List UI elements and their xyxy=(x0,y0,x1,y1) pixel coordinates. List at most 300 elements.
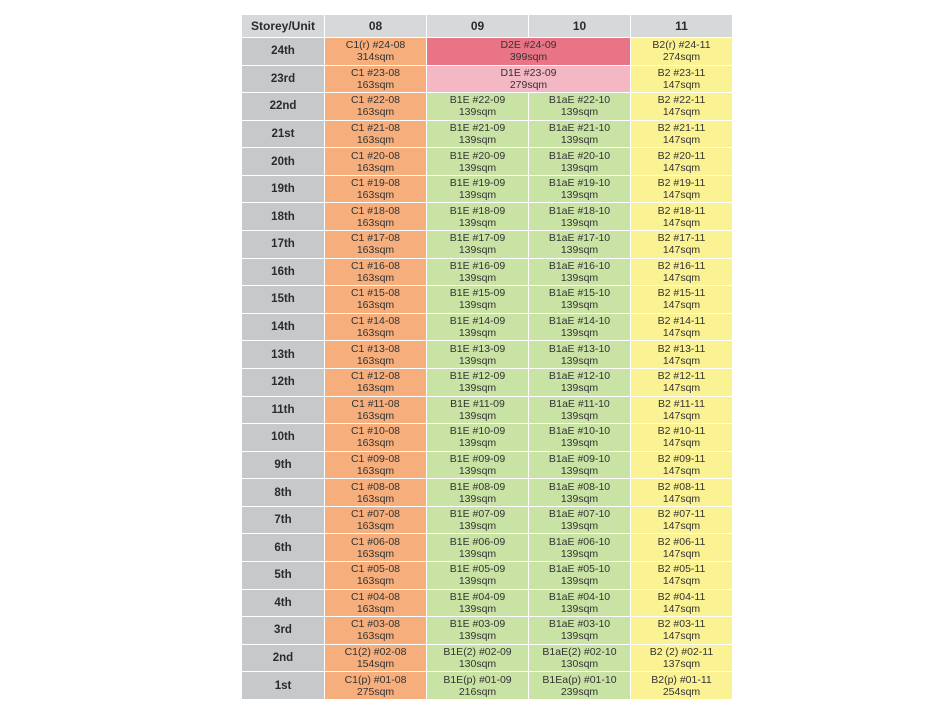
unit-area: 147sqm xyxy=(662,161,701,174)
unit-cell-11 xyxy=(631,175,733,203)
unit-cell-09 xyxy=(427,313,529,341)
unit-code: D2E #24-09 xyxy=(500,39,557,52)
unit-cell-09 xyxy=(427,396,529,424)
unit-area: 139sqm xyxy=(458,327,497,340)
unit-cell-10 xyxy=(529,148,631,176)
storey-row xyxy=(242,175,733,203)
unit-code: B2 #15-11 xyxy=(657,287,706,300)
unit-code: B1E #15-09 xyxy=(449,287,506,300)
unit-code: B1E #17-09 xyxy=(449,232,506,245)
storey-row xyxy=(242,506,733,534)
storey-row xyxy=(242,313,733,341)
unit-code: B1E #07-09 xyxy=(449,508,506,521)
unit-cell-10 xyxy=(529,589,631,617)
unit-code: B1aE(2) #02-10 xyxy=(542,646,617,658)
unit-code: C1 #08-08 xyxy=(350,480,401,493)
unit-area: 163sqm xyxy=(356,382,395,395)
unit-area: 147sqm xyxy=(662,437,701,450)
unit-cell-10 xyxy=(529,479,631,507)
storey-row xyxy=(242,672,733,700)
unit-area: 139sqm xyxy=(560,602,599,615)
unit-code: C1 #10-08 xyxy=(350,425,401,438)
unit-cell-08 xyxy=(325,506,427,534)
unit-code: B1E #18-09 xyxy=(449,204,506,217)
unit-cell-09 xyxy=(427,534,529,562)
unit-cell-10 xyxy=(529,451,631,479)
unit-area: 139sqm xyxy=(458,602,497,615)
unit-area: 163sqm xyxy=(356,216,395,229)
unit-cell-10 xyxy=(529,120,631,148)
unit-cell-08 xyxy=(325,258,427,286)
unit-area: 147sqm xyxy=(662,216,701,229)
unit-area: 139sqm xyxy=(458,492,497,505)
unit-area: 147sqm xyxy=(662,327,701,340)
unit-code: B1E #19-09 xyxy=(449,177,506,190)
unit-code: B1E #10-09 xyxy=(449,425,506,438)
unit-cell-09 xyxy=(427,561,529,589)
unit-cell-11 xyxy=(631,286,733,314)
unit-code: B1aE #10-10 xyxy=(548,425,611,438)
unit-area: 163sqm xyxy=(356,354,395,367)
storey-label: 21st xyxy=(242,120,325,148)
unit-area: 139sqm xyxy=(458,216,497,229)
unit-area: 139sqm xyxy=(560,382,599,395)
unit-cell-10 xyxy=(529,672,631,700)
unit-area: 139sqm xyxy=(560,216,599,229)
unit-cell-09 xyxy=(427,286,529,314)
unit-cell-08 xyxy=(325,203,427,231)
unit-area: 139sqm xyxy=(560,520,599,533)
unit-cell-08 xyxy=(325,644,427,672)
storey-row xyxy=(242,65,733,93)
unit-code: B1aE #09-10 xyxy=(548,452,611,465)
unit-cell-10 xyxy=(529,313,631,341)
unit-area: 163sqm xyxy=(356,492,395,505)
unit-code: D1E #23-09 xyxy=(500,66,557,79)
storey-row xyxy=(242,561,733,589)
unit-code: C1 #16-08 xyxy=(350,259,401,272)
unit-cell-11 xyxy=(631,65,733,93)
unit-cell-10 xyxy=(529,93,631,121)
unit-cell-11 xyxy=(631,534,733,562)
unit-code: B1E #14-09 xyxy=(449,315,506,328)
storey-label: 15th xyxy=(242,286,325,314)
unit-code: B2 #07-11 xyxy=(657,508,706,521)
unit-cell-08 xyxy=(325,396,427,424)
unit-cell-11 xyxy=(631,148,733,176)
unit-code: B1aE #21-10 xyxy=(548,122,611,135)
unit-area: 139sqm xyxy=(458,244,497,257)
unit-area: 163sqm xyxy=(356,464,395,477)
unit-code: C1 #15-08 xyxy=(350,287,401,300)
storey-row xyxy=(242,644,733,672)
unit-code: B1aE #12-10 xyxy=(548,370,611,383)
unit-cell-09 xyxy=(427,258,529,286)
storey-row xyxy=(242,258,733,286)
unit-cell-11 xyxy=(631,424,733,452)
unit-cell-08 xyxy=(325,479,427,507)
unit-code: B2 (2) #02-11 xyxy=(649,646,714,658)
unit-cell-09 xyxy=(427,368,529,396)
table-body xyxy=(242,38,733,700)
storey-row xyxy=(242,368,733,396)
unit-code: B1E #20-09 xyxy=(449,149,506,162)
unit-cell-10 xyxy=(529,617,631,645)
unit-cell-10 xyxy=(529,561,631,589)
storey-label: 8th xyxy=(242,479,325,507)
unit-area: 163sqm xyxy=(356,299,395,312)
unit-cell-11 xyxy=(631,506,733,534)
header-row xyxy=(242,15,733,38)
storey-row xyxy=(242,148,733,176)
unit-code: C1(r) #24-08 xyxy=(345,39,406,52)
unit-cell-09 xyxy=(427,451,529,479)
unit-cell-09 xyxy=(427,120,529,148)
storey-label: 1st xyxy=(242,672,325,700)
unit-area: 163sqm xyxy=(356,244,395,257)
unit-area: 130sqm xyxy=(560,658,599,670)
unit-code: B1E #09-09 xyxy=(449,452,506,465)
unit-code: C1 #17-08 xyxy=(350,232,401,245)
unit-area: 139sqm xyxy=(458,161,497,174)
unit-cell-11 xyxy=(631,231,733,259)
unit-area: 147sqm xyxy=(662,409,701,422)
unit-cell-10 xyxy=(529,368,631,396)
unit-code: B1Ea(p) #01-10 xyxy=(542,673,617,686)
unit-code: B1E #05-09 xyxy=(449,563,506,576)
unit-area: 163sqm xyxy=(356,547,395,560)
unit-code: C1(p) #01-08 xyxy=(344,673,407,686)
unit-cell-09 xyxy=(427,341,529,369)
unit-code: B2 #12-11 xyxy=(657,370,706,383)
unit-code: B1E(p) #01-09 xyxy=(443,673,512,686)
unit-code: C1 #18-08 xyxy=(350,204,401,217)
unit-cell-11 xyxy=(631,38,733,66)
unit-cell-09 xyxy=(427,589,529,617)
header-storey-unit: Storey/Unit xyxy=(242,15,325,38)
unit-area: 139sqm xyxy=(458,630,497,643)
unit-area: 154sqm xyxy=(356,658,395,670)
unit-code: C1 #23-08 xyxy=(350,66,401,79)
unit-cell-08 xyxy=(325,341,427,369)
unit-code: B1E(2) #02-09 xyxy=(443,646,512,658)
unit-code: C1 #09-08 xyxy=(350,452,401,465)
unit-code: C1 #11-08 xyxy=(351,397,400,410)
storey-row xyxy=(242,396,733,424)
unit-cell-08 xyxy=(325,93,427,121)
unit-code: C1 #19-08 xyxy=(350,177,401,190)
unit-cell-09 xyxy=(427,424,529,452)
unit-area: 147sqm xyxy=(662,520,701,533)
storey-label: 7th xyxy=(242,506,325,534)
unit-code: B1aE #05-10 xyxy=(548,563,611,576)
unit-code: C1 #07-08 xyxy=(350,508,401,521)
unit-area: 139sqm xyxy=(458,547,497,560)
unit-code: B1aE #06-10 xyxy=(548,535,611,548)
unit-area: 139sqm xyxy=(458,464,497,477)
storey-row xyxy=(242,617,733,645)
unit-cell-11 xyxy=(631,258,733,286)
unit-area: 314sqm xyxy=(356,51,395,64)
unit-area: 239sqm xyxy=(560,685,599,698)
unit-area: 163sqm xyxy=(356,327,395,340)
unit-cell-09 xyxy=(427,617,529,645)
unit-cell-08 xyxy=(325,286,427,314)
storey-row xyxy=(242,120,733,148)
unit-area: 399sqm xyxy=(509,51,548,64)
unit-area: 139sqm xyxy=(560,299,599,312)
unit-code: B2 #19-11 xyxy=(657,177,706,190)
unit-area: 147sqm xyxy=(662,630,701,643)
unit-code: B2 #20-11 xyxy=(657,149,706,162)
unit-cell-10 xyxy=(529,175,631,203)
unit-code: C1 #12-08 xyxy=(350,370,401,383)
unit-code: B1aE #08-10 xyxy=(548,480,611,493)
unit-cell-08 xyxy=(325,175,427,203)
unit-code: B1E #11-09 xyxy=(450,397,505,410)
unit-area: 216sqm xyxy=(458,685,497,698)
unit-cell-08 xyxy=(325,368,427,396)
header-unit-11: 11 xyxy=(631,15,733,38)
unit-area: 163sqm xyxy=(356,575,395,588)
storey-row xyxy=(242,341,733,369)
unit-cell-08 xyxy=(325,65,427,93)
unit-area: 147sqm xyxy=(662,106,701,119)
unit-code: B1aE #14-10 xyxy=(548,315,611,328)
unit-code: C1 #05-08 xyxy=(350,563,401,576)
unit-area: 139sqm xyxy=(458,520,497,533)
unit-code: B1E #08-09 xyxy=(449,480,506,493)
unit-cell-11 xyxy=(631,617,733,645)
unit-code: B2 #16-11 xyxy=(657,259,706,272)
storey-row xyxy=(242,93,733,121)
unit-cell-09-10-merged xyxy=(427,38,631,66)
unit-code: B1E #22-09 xyxy=(449,94,506,107)
unit-code: B2 #21-11 xyxy=(657,122,706,135)
unit-cell-09 xyxy=(427,672,529,700)
unit-code: B1E #21-09 xyxy=(449,122,506,135)
unit-cell-10 xyxy=(529,231,631,259)
unit-cell-10 xyxy=(529,341,631,369)
storey-row xyxy=(242,38,733,66)
unit-code: B2 #22-11 xyxy=(657,94,706,107)
unit-area: 147sqm xyxy=(662,492,701,505)
unit-stacking-table xyxy=(241,14,733,700)
unit-cell-11 xyxy=(631,396,733,424)
unit-area: 163sqm xyxy=(356,189,395,202)
unit-area: 163sqm xyxy=(356,134,395,147)
unit-area: 279sqm xyxy=(509,78,548,91)
unit-area: 147sqm xyxy=(662,134,701,147)
unit-code: B1aE #15-10 xyxy=(548,287,611,300)
header-unit-10: 10 xyxy=(529,15,631,38)
storey-label: 3rd xyxy=(242,617,325,645)
unit-cell-09 xyxy=(427,231,529,259)
unit-area: 147sqm xyxy=(662,271,701,284)
storey-label: 9th xyxy=(242,451,325,479)
unit-code: C1 #13-08 xyxy=(350,342,401,355)
unit-area: 274sqm xyxy=(662,51,701,64)
unit-cell-11 xyxy=(631,313,733,341)
unit-area: 139sqm xyxy=(458,437,497,450)
storey-label: 11th xyxy=(242,396,325,424)
unit-cell-11 xyxy=(631,93,733,121)
storey-label: 23rd xyxy=(242,65,325,93)
unit-area: 275sqm xyxy=(356,685,395,698)
unit-area: 139sqm xyxy=(560,492,599,505)
unit-cell-11 xyxy=(631,120,733,148)
unit-code: B2 #23-11 xyxy=(657,66,706,79)
unit-area: 139sqm xyxy=(458,271,497,284)
storey-row xyxy=(242,479,733,507)
unit-area: 139sqm xyxy=(560,630,599,643)
unit-code: B2(r) #24-11 xyxy=(652,39,711,52)
unit-area: 139sqm xyxy=(458,299,497,312)
unit-area: 139sqm xyxy=(560,106,599,119)
unit-area: 147sqm xyxy=(662,382,701,395)
unit-area: 139sqm xyxy=(458,189,497,202)
unit-cell-09 xyxy=(427,203,529,231)
unit-cell-09 xyxy=(427,479,529,507)
unit-code: C1 #14-08 xyxy=(350,315,401,328)
storey-label: 4th xyxy=(242,589,325,617)
unit-cell-11 xyxy=(631,561,733,589)
unit-area: 139sqm xyxy=(560,189,599,202)
unit-cell-11 xyxy=(631,451,733,479)
storey-label: 20th xyxy=(242,148,325,176)
unit-cell-08 xyxy=(325,534,427,562)
unit-code: B2 #18-11 xyxy=(657,204,706,217)
unit-area: 163sqm xyxy=(356,161,395,174)
unit-area: 137sqm xyxy=(662,658,701,670)
unit-cell-08 xyxy=(325,120,427,148)
unit-code: B2 #14-11 xyxy=(657,315,706,328)
unit-code: B1aE #22-10 xyxy=(548,94,611,107)
unit-area: 147sqm xyxy=(662,354,701,367)
storey-label: 2nd xyxy=(242,644,325,672)
unit-cell-09 xyxy=(427,175,529,203)
unit-code: B2 #04-11 xyxy=(657,590,706,603)
unit-code: B1E #03-09 xyxy=(449,618,506,631)
storey-row xyxy=(242,203,733,231)
unit-code: B1aE #04-10 xyxy=(548,590,611,603)
unit-area: 139sqm xyxy=(560,134,599,147)
unit-code: B2 #09-11 xyxy=(657,452,706,465)
unit-code: C1 #03-08 xyxy=(350,618,401,631)
unit-cell-09 xyxy=(427,644,529,672)
unit-area: 147sqm xyxy=(662,78,701,91)
storey-row xyxy=(242,534,733,562)
unit-area: 139sqm xyxy=(560,409,599,422)
unit-area: 139sqm xyxy=(458,409,497,422)
header-unit-09: 09 xyxy=(427,15,529,38)
storey-label: 6th xyxy=(242,534,325,562)
unit-area: 163sqm xyxy=(356,437,395,450)
unit-cell-08 xyxy=(325,561,427,589)
unit-area: 163sqm xyxy=(356,630,395,643)
unit-code: B1E #04-09 xyxy=(449,590,506,603)
unit-code: B1aE #16-10 xyxy=(548,259,611,272)
unit-cell-10 xyxy=(529,424,631,452)
unit-cell-08 xyxy=(325,38,427,66)
unit-cell-09 xyxy=(427,93,529,121)
unit-area: 254sqm xyxy=(662,685,701,698)
header-unit-08: 08 xyxy=(325,15,427,38)
unit-cell-08 xyxy=(325,451,427,479)
unit-cell-11 xyxy=(631,479,733,507)
unit-cell-11 xyxy=(631,589,733,617)
unit-code: B1aE #07-10 xyxy=(548,508,611,521)
unit-code: B1aE #18-10 xyxy=(548,204,611,217)
storey-label: 12th xyxy=(242,368,325,396)
unit-cell-10 xyxy=(529,534,631,562)
storey-row xyxy=(242,424,733,452)
unit-code: B2 #08-11 xyxy=(657,480,706,493)
storey-row xyxy=(242,589,733,617)
unit-code: C1 #22-08 xyxy=(350,94,401,107)
unit-area: 139sqm xyxy=(560,244,599,257)
unit-area: 163sqm xyxy=(356,602,395,615)
unit-cell-08 xyxy=(325,231,427,259)
unit-code: B1aE #19-10 xyxy=(548,177,611,190)
unit-cell-08 xyxy=(325,148,427,176)
unit-area: 139sqm xyxy=(560,161,599,174)
storey-label: 18th xyxy=(242,203,325,231)
unit-code: C1 #20-08 xyxy=(350,149,401,162)
unit-area: 163sqm xyxy=(356,78,395,91)
unit-area: 147sqm xyxy=(662,244,701,257)
unit-cell-10 xyxy=(529,644,631,672)
unit-area: 147sqm xyxy=(662,575,701,588)
storey-label: 19th xyxy=(242,175,325,203)
unit-cell-09-10-merged xyxy=(427,65,631,93)
unit-area: 139sqm xyxy=(458,354,497,367)
unit-code: B2 #11-11 xyxy=(658,397,705,410)
unit-area: 139sqm xyxy=(560,437,599,450)
storey-row xyxy=(242,451,733,479)
unit-code: C1 #21-08 xyxy=(350,122,401,135)
unit-cell-08 xyxy=(325,313,427,341)
unit-code: B2 #13-11 xyxy=(657,342,706,355)
unit-area: 139sqm xyxy=(560,464,599,477)
unit-code: B1E #12-09 xyxy=(449,370,506,383)
unit-code: C1(2) #02-08 xyxy=(344,646,407,658)
unit-code: B2 #06-11 xyxy=(657,535,706,548)
unit-area: 139sqm xyxy=(560,327,599,340)
unit-cell-08 xyxy=(325,672,427,700)
unit-code: B2(p) #01-11 xyxy=(651,673,712,686)
unit-cell-11 xyxy=(631,644,733,672)
storey-label: 22nd xyxy=(242,93,325,121)
unit-area: 163sqm xyxy=(356,106,395,119)
unit-cell-10 xyxy=(529,286,631,314)
unit-area: 147sqm xyxy=(662,547,701,560)
unit-area: 163sqm xyxy=(356,271,395,284)
unit-cell-08 xyxy=(325,589,427,617)
unit-code: B1aE #03-10 xyxy=(548,618,611,631)
unit-area: 163sqm xyxy=(356,520,395,533)
unit-area: 147sqm xyxy=(662,602,701,615)
unit-code: C1 #04-08 xyxy=(350,590,401,603)
unit-area: 139sqm xyxy=(560,547,599,560)
unit-code: B1aE #13-10 xyxy=(548,342,611,355)
storey-label: 14th xyxy=(242,313,325,341)
unit-cell-10 xyxy=(529,506,631,534)
unit-cell-09 xyxy=(427,506,529,534)
unit-area: 139sqm xyxy=(560,271,599,284)
storey-row xyxy=(242,231,733,259)
storey-label: 17th xyxy=(242,231,325,259)
